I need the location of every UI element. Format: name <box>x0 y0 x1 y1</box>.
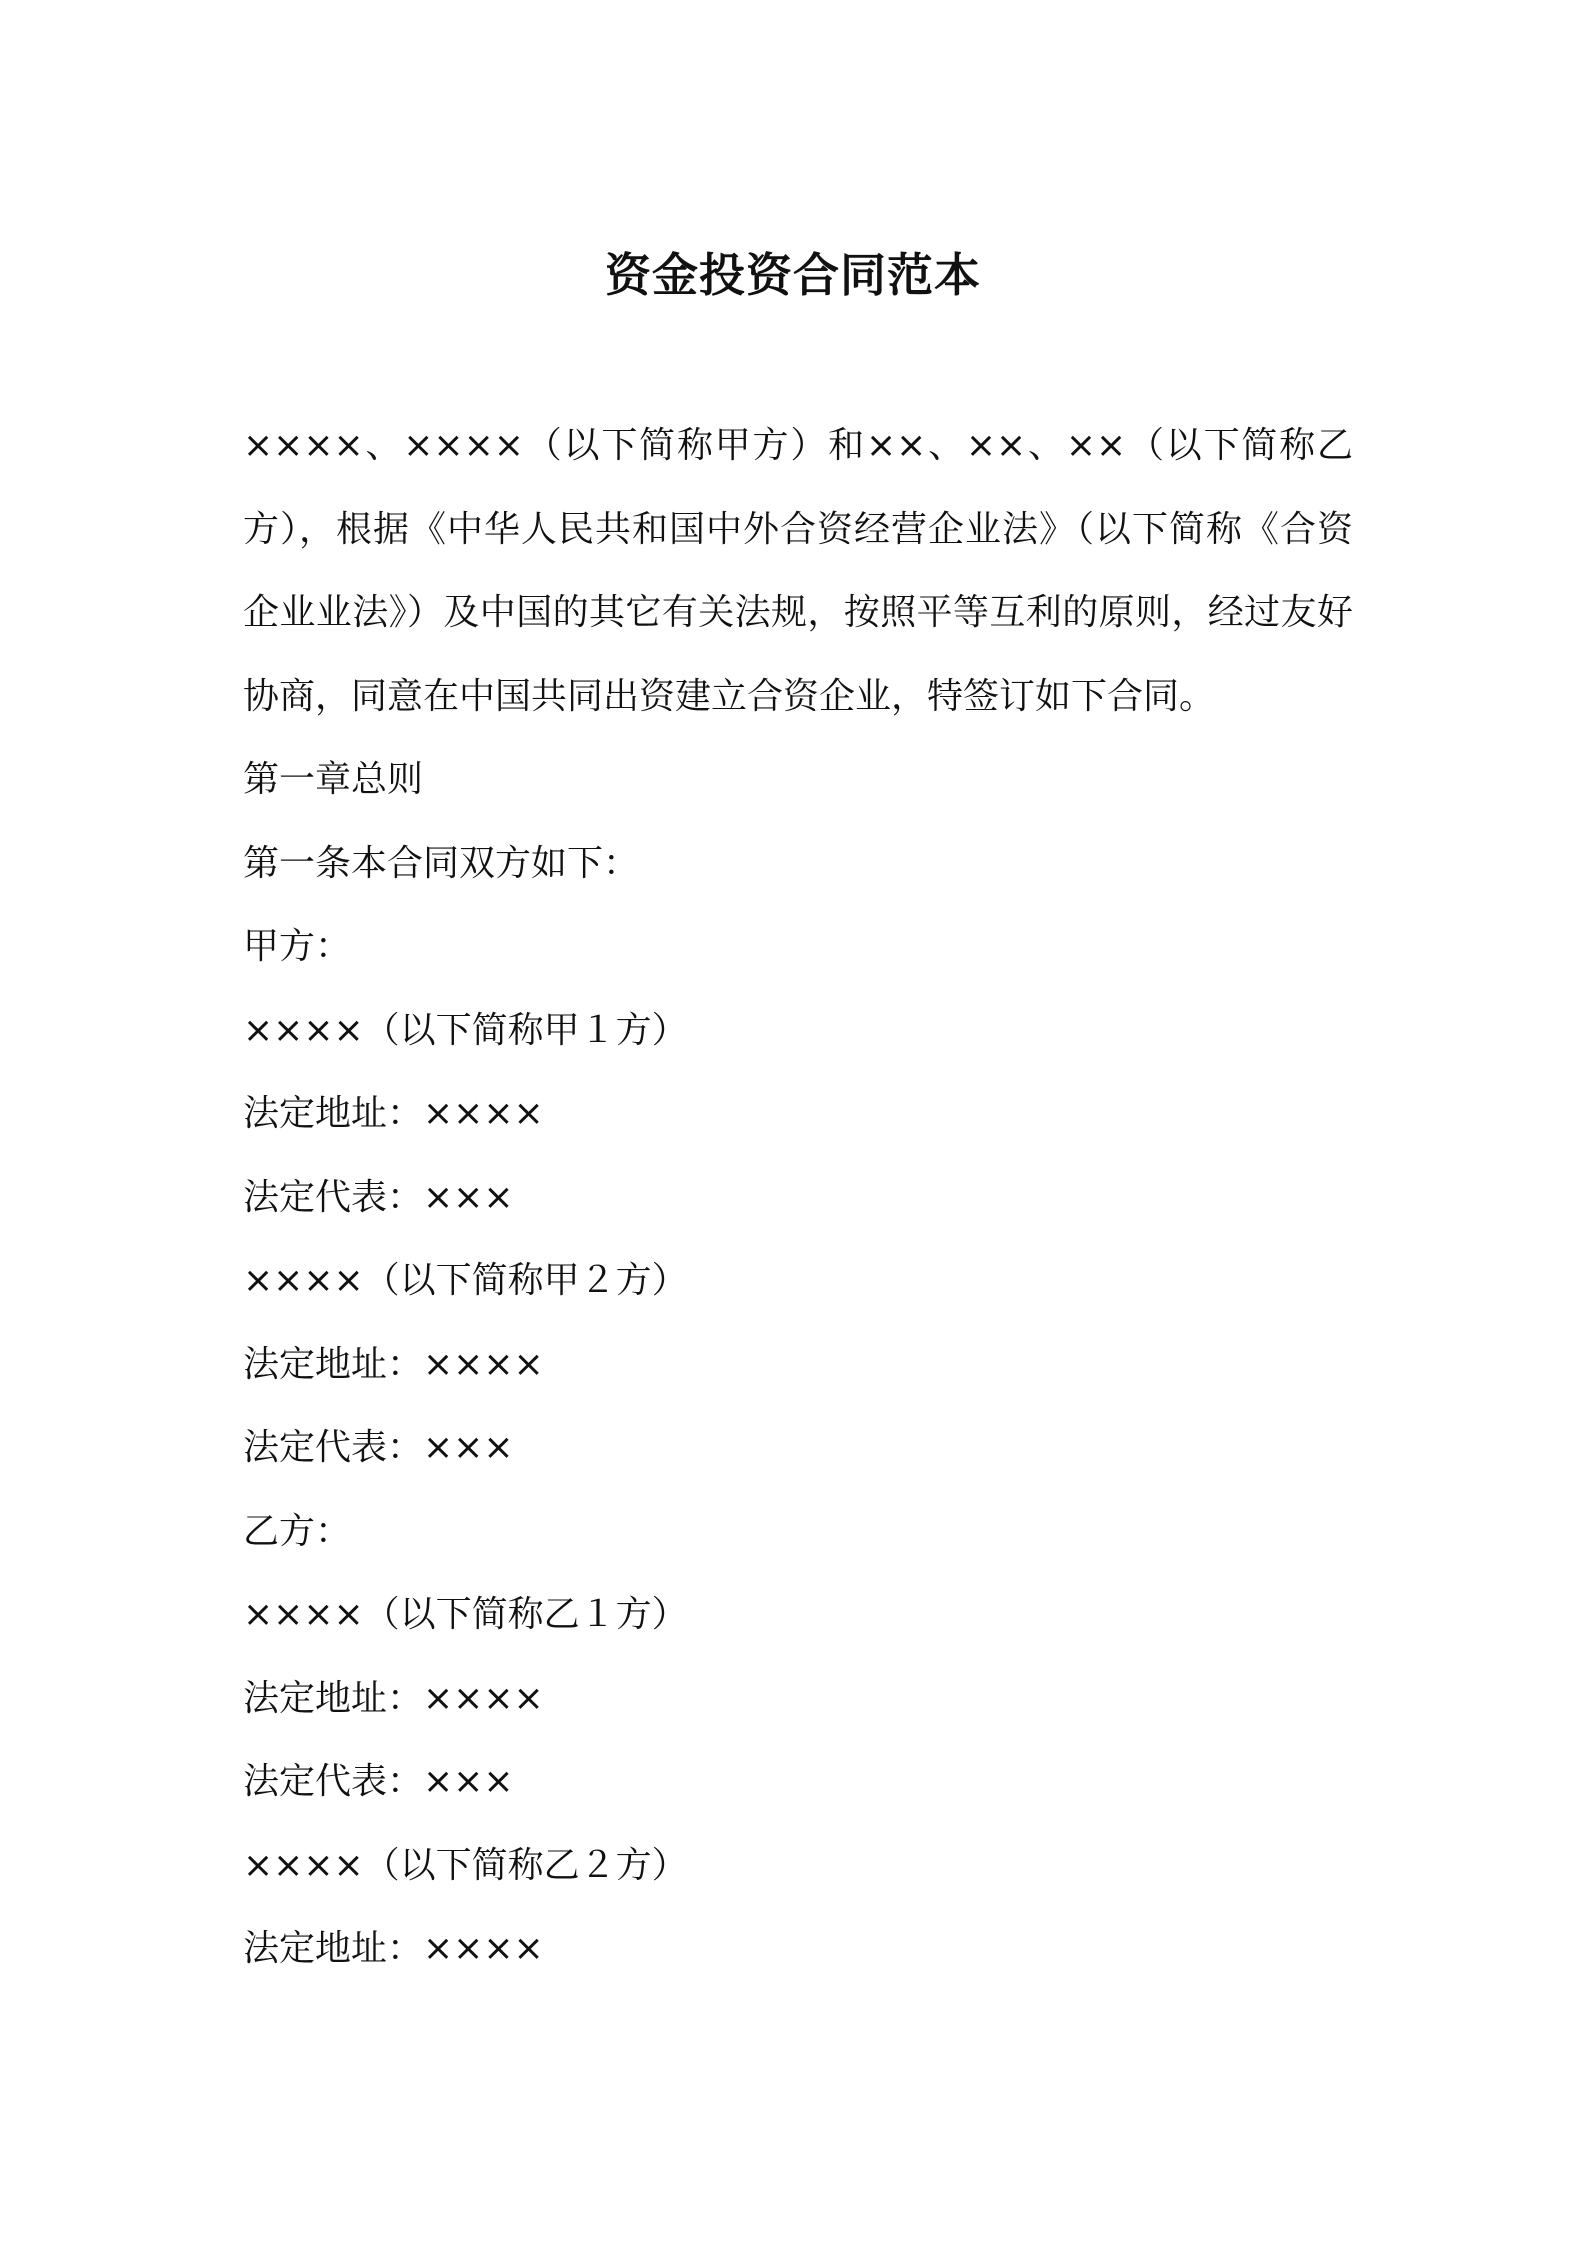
party-b-label: 乙方： <box>243 1510 352 1552</box>
party-a-label: 甲方： <box>243 926 352 967</box>
party-a2-name: ××××（以下简称甲２方） <box>243 1260 688 1301</box>
party-a1-name: ××××（以下简称甲１方） <box>243 1009 688 1051</box>
party-a1-address: 法定地址：×××× <box>243 1093 544 1134</box>
document-title: 资金投资合同范本 <box>605 247 981 302</box>
document-body <box>243 404 1353 1991</box>
party-b2-name: ××××（以下简称乙２方） <box>243 1844 688 1886</box>
party-a1-representative: 法定代表：××× <box>243 1176 514 1218</box>
intro-paragraph: ××××、××××（以下简称甲方）和××、××、××（以下简称乙方），根据《中华人民共和国中外合资经营企业法》（以下简称《合资企业业法》）及中国的其它有关法规，按照平等互利的原则，经过友好协商，同意在中国共同出资建立合资企业，特签订如下合同。 <box>243 425 1353 717</box>
party-b1-address: 法定地址：×××× <box>243 1677 544 1719</box>
party-a2-representative: 法定代表：××× <box>243 1427 514 1468</box>
article-heading: 第一条本合同双方如下： <box>243 842 640 884</box>
party-a2-address: 法定地址：×××× <box>243 1343 544 1385</box>
contract-lines <box>243 738 1353 1991</box>
party-b2-address: 法定地址：×××× <box>243 1928 544 1969</box>
party-b1-name: ××××（以下简称乙１方） <box>243 1594 688 1635</box>
party-b1-representative: 法定代表：××× <box>243 1761 514 1802</box>
chapter-heading: 第一章总则 <box>243 759 424 800</box>
